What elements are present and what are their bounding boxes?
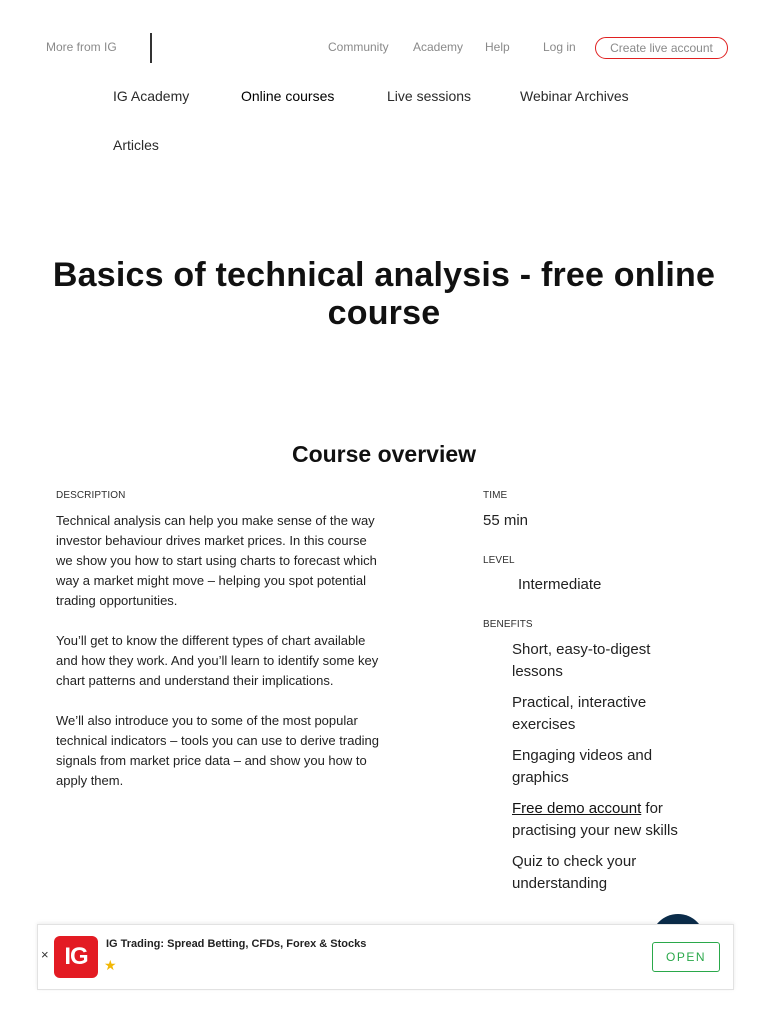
create-live-account-button[interactable]: Create live account xyxy=(595,37,728,59)
level-value: Intermediate xyxy=(518,576,602,593)
ig-logo-icon: IG xyxy=(54,936,98,978)
nav-articles[interactable]: Articles xyxy=(113,137,159,153)
more-from-ig-link[interactable]: More from IG xyxy=(46,40,117,54)
description-label: DESCRIPTION xyxy=(56,490,126,501)
open-app-button[interactable]: OPEN xyxy=(652,942,720,972)
level-label: LEVEL xyxy=(483,555,515,566)
benefit-item: Engaging videos and graphics xyxy=(512,747,653,786)
header-divider xyxy=(150,33,152,63)
time-label: TIME xyxy=(483,490,508,501)
description-paragraph: Technical analysis can help you make sense of the way investor behaviour drives market prices. In this course we show you how to start using charts to forecast which way a market might move – helping you spot potential trading opportunities. xyxy=(56,513,377,608)
nav-live-sessions[interactable]: Live sessions xyxy=(387,88,472,104)
app-install-banner xyxy=(37,924,734,990)
benefits-label: BENEFITS xyxy=(483,619,533,630)
star-icon: ★ xyxy=(104,957,117,973)
course-description xyxy=(56,511,386,811)
help-link[interactable]: Help xyxy=(485,40,510,54)
nav-webinar-archives[interactable]: Webinar Archives xyxy=(520,88,629,104)
benefit-item: Quiz to check your understanding xyxy=(512,853,637,892)
page-title-text: Basics of technical analysis - free online course xyxy=(52,256,716,332)
app-title: IG Trading: Spread Betting, CFDs, Forex & Stocks xyxy=(106,938,367,950)
demo-benefit-text: for practising your new skills xyxy=(512,800,678,839)
nav-online-courses[interactable]: Online courses xyxy=(241,88,335,104)
page-title xyxy=(40,256,728,332)
free-demo-account-link[interactable]: Free demo account xyxy=(512,800,642,817)
course-overview-heading: Course overview xyxy=(291,441,477,467)
benefits-list xyxy=(512,639,702,904)
close-icon[interactable]: × xyxy=(41,947,49,962)
top-bar xyxy=(0,0,768,95)
time-value: 55 min xyxy=(483,512,529,529)
description-paragraph: You’ll get to know the different types of chart available and how they work. And you’ll learn to identify some key chart patterns and understand their implications. xyxy=(56,633,379,688)
login-link[interactable]: Log in xyxy=(543,40,576,54)
academy-link[interactable]: Academy xyxy=(413,40,464,54)
benefit-item: Practical, interactive exercises xyxy=(512,694,647,733)
nav-ig-academy[interactable]: IG Academy xyxy=(113,88,190,104)
community-link[interactable]: Community xyxy=(328,40,389,54)
benefit-item: Short, easy-to-digest lessons xyxy=(512,641,651,680)
benefit-item-demo xyxy=(512,798,702,842)
description-paragraph: We’ll also introduce you to some of the most popular technical indicators – tools you can use to derive trading signals from market price data – and show you how to apply them. xyxy=(56,713,380,788)
